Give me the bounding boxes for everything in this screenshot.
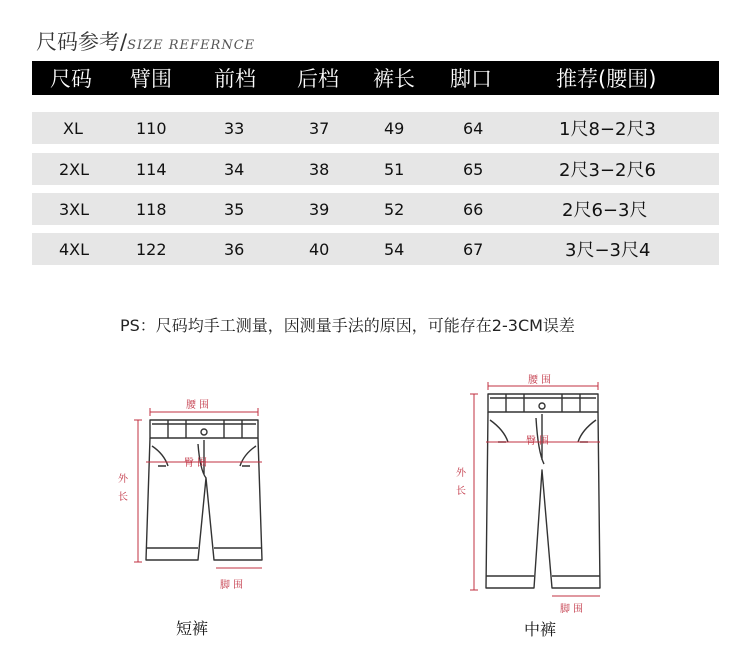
cell-size: 4XL — [59, 239, 90, 259]
cell-hip: 118 — [136, 199, 167, 219]
cell-recommend-waist: 2尺3−2尺6 — [559, 160, 656, 181]
title-en: SIZE REFERNCE — [127, 38, 256, 53]
header-back-rise: 后档 — [297, 67, 339, 91]
cell-hem: 65 — [463, 159, 484, 179]
cell-hem: 64 — [463, 118, 484, 138]
cell-front-rise: 34 — [224, 159, 245, 179]
cell-front-rise: 33 — [224, 118, 245, 138]
cell-length: 51 — [384, 159, 405, 179]
cell-hem: 67 — [463, 239, 484, 259]
short-hem-label: 脚围 — [220, 580, 246, 591]
cell-length: 52 — [384, 199, 405, 219]
cell-recommend-waist: 3尺−3尺4 — [565, 240, 651, 261]
header-size: 尺码 — [50, 67, 92, 91]
short-hip-label: 臀围 — [184, 458, 210, 469]
short-pants-drawing — [146, 420, 262, 560]
short-length-label-2: 长 — [118, 492, 128, 503]
cell-length: 49 — [384, 118, 405, 138]
mid-hip-label: 臀围 — [526, 436, 552, 447]
cell-size: 2XL — [59, 159, 90, 179]
cell-front-rise: 36 — [224, 239, 245, 259]
mid-pants-caption: 中裤 — [524, 620, 557, 639]
cell-recommend-waist: 1尺8−2尺3 — [559, 119, 656, 140]
header-hem: 脚口 — [450, 67, 492, 91]
title-cn: 尺码参考/ — [36, 30, 128, 54]
header-front-rise: 前档 — [214, 67, 256, 91]
cell-hip: 122 — [136, 239, 167, 259]
cell-back-rise: 40 — [309, 239, 330, 259]
short-length-label-1: 外 — [118, 474, 128, 485]
cell-size: XL — [63, 118, 83, 138]
mid-hem-label: 脚围 — [560, 604, 586, 615]
mid-length-label-2: 长 — [456, 486, 466, 497]
cell-back-rise: 39 — [309, 199, 330, 219]
header-hip: 臂围 — [130, 67, 172, 91]
cell-front-rise: 35 — [224, 199, 245, 219]
mid-waist-label: 腰围 — [528, 375, 554, 386]
cell-length: 54 — [384, 239, 405, 259]
cell-hip: 110 — [136, 118, 167, 138]
short-pants-caption: 短裤 — [176, 619, 209, 638]
header-recommend-waist: 推荐(腰围) — [556, 67, 657, 91]
short-pants-measure-lines — [134, 408, 262, 568]
cell-hip: 114 — [136, 159, 167, 179]
header-length: 裤长 — [373, 67, 415, 91]
mid-length-label-1: 外 — [456, 468, 466, 479]
short-waist-label: 腰围 — [186, 400, 212, 411]
cell-size: 3XL — [59, 199, 90, 219]
mid-pants-drawing — [486, 394, 600, 588]
cell-recommend-waist: 2尺6−3尺 — [562, 200, 648, 221]
cell-hem: 66 — [463, 199, 484, 219]
measurement-note: PS：尺码均手工测量，因测量手法的原因，可能存在2-3CM误差 — [120, 316, 575, 335]
cell-back-rise: 38 — [309, 159, 330, 179]
cell-back-rise: 37 — [309, 118, 330, 138]
